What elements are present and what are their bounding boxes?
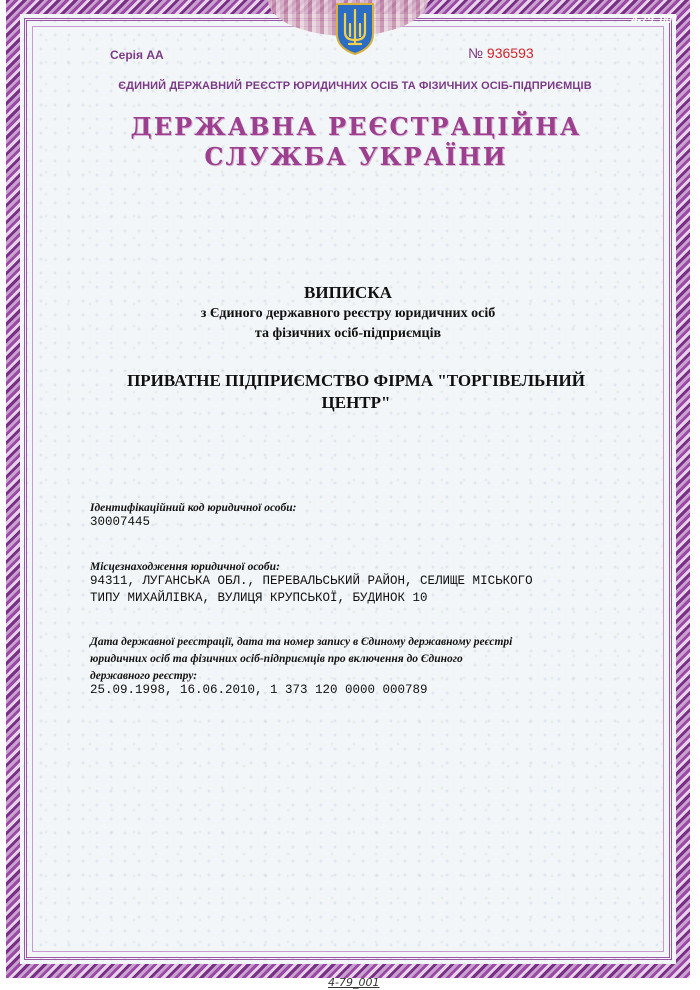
document-ref-top: 4-79_001 xyxy=(631,14,678,26)
service-title-line-1: ДЕРЖАВНА РЕЄСТРАЦІЙНА xyxy=(130,112,582,141)
number-prefix: № xyxy=(468,45,484,61)
extract-subtitle-line-1: з Єдиного державного реєстру юридичних осіб xyxy=(200,306,496,321)
id-code-value: 30007445 xyxy=(90,515,151,529)
date-label-line-2: юридичних осіб та фізичних осіб-підприємців про включення до Єдиного xyxy=(90,653,463,665)
date-label-line-3: державного реєстру: xyxy=(90,670,198,682)
registry-header: ЄДИНИЙ ДЕРЖАВНИЙ РЕЄСТР ЮРИДИЧНИХ ОСІБ ТА ФІЗИЧНИХ ОСІБ-ПІДПРИЄМЦІВ xyxy=(118,80,592,92)
extract-subtitle xyxy=(6,304,690,344)
number-value: 936593 xyxy=(486,45,534,61)
company-name-line-1: ПРИВАТНЕ ПІДПРИЄМСТВО ФІРМА "ТОРГІВЕЛЬНИЙ xyxy=(127,371,585,390)
location-value-line-1: 94311, ЛУГАНСЬКА ОБЛ., ПЕРЕВАЛЬСЬКИЙ РАЙОН, СЕЛИЩЕ МІСЬКОГО xyxy=(90,574,533,588)
registration-date-value: 25.09.1998, 16.06.2010, 1 373 120 0000 000789 xyxy=(90,683,428,697)
date-label-line-1: Дата державної реєстрації, дата та номер запису в Єдиному державному реєстрі xyxy=(90,636,513,648)
extract-title: ВИПИСКА xyxy=(304,283,392,302)
location-label: Місцезнаходження юридичної особи: xyxy=(90,561,280,573)
company-name xyxy=(96,370,616,414)
trident-emblem-icon xyxy=(331,0,379,56)
service-title xyxy=(66,112,646,172)
location-value-line-2: ТИПУ МИХАЙЛІВКА, ВУЛИЦЯ КРУПСЬКОЇ, БУДИНОК 10 xyxy=(90,591,428,605)
company-name-line-2: ЦЕНТР" xyxy=(321,393,391,412)
bottom-handwritten-ref: 4-79_001 xyxy=(328,976,380,989)
service-title-line-2: СЛУЖБА УКРАЇНИ xyxy=(204,142,508,171)
form-number xyxy=(468,45,534,61)
registration-certificate xyxy=(6,0,690,978)
extract-subtitle-line-2: та фізичних осіб-підприємців xyxy=(254,326,442,341)
id-code-label: Ідентифікаційний код юридичної особи: xyxy=(90,502,297,514)
series-label: Серія АА xyxy=(110,48,164,62)
